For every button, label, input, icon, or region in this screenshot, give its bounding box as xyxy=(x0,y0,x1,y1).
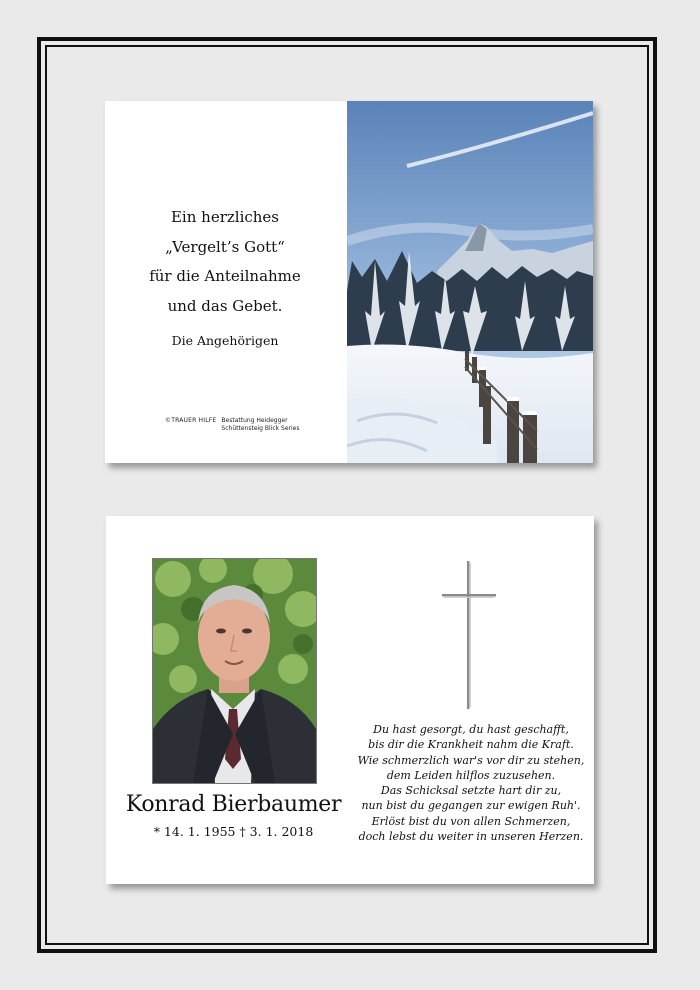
imprint-line1: Bestattung Heidegger xyxy=(221,417,288,424)
memorial-poem xyxy=(356,722,586,844)
poem-line: doch lebst du weiter in unseren Herzen. xyxy=(358,830,584,844)
cross-icon xyxy=(442,561,496,711)
imprint-brand: ©TRAUER HILFE xyxy=(165,417,217,424)
thank-you-card xyxy=(105,101,593,463)
poem-line: Du hast gesorgt, du hast geschafft, xyxy=(373,723,569,736)
winter-landscape-photo xyxy=(347,101,593,463)
thanks-line: und das Gebet. xyxy=(167,296,283,315)
poem-line: nun bist du gegangen zur ewigen Ruh'. xyxy=(361,799,581,813)
memorial-card xyxy=(106,516,594,884)
poem-line: dem Leiden hilflos zuzusehen. xyxy=(386,768,556,782)
family-signature: Die Angehörigen xyxy=(171,333,279,348)
portrait-illustration xyxy=(153,559,316,783)
poem-line: Das Schicksal setzte hart dir zu, xyxy=(380,784,562,798)
life-dates: * 14. 1. 1955 † 3. 1. 2018 xyxy=(153,824,314,839)
thank-you-text xyxy=(105,203,345,348)
deceased-name: Konrad Bierbaumer xyxy=(125,792,342,817)
portrait-photo xyxy=(152,558,317,784)
poem-line: bis dir die Krankheit nahm die Kraft. xyxy=(368,738,574,752)
imprint-address xyxy=(221,417,299,433)
poem-line: Wie schmerzlich war's vor dir zu stehen, xyxy=(357,753,585,767)
imprint xyxy=(165,417,299,433)
imprint-line2: Schüttensteig Blick Series xyxy=(221,425,300,432)
winter-landscape-illustration xyxy=(347,101,593,463)
thanks-line: für die Anteilnahme xyxy=(149,267,301,285)
thanks-line: „Vergelt’s Gott“ xyxy=(165,237,285,256)
poem-line: Erlöst bist du von allen Schmerzen, xyxy=(371,814,571,828)
thanks-line: Ein herzliches xyxy=(170,208,280,226)
